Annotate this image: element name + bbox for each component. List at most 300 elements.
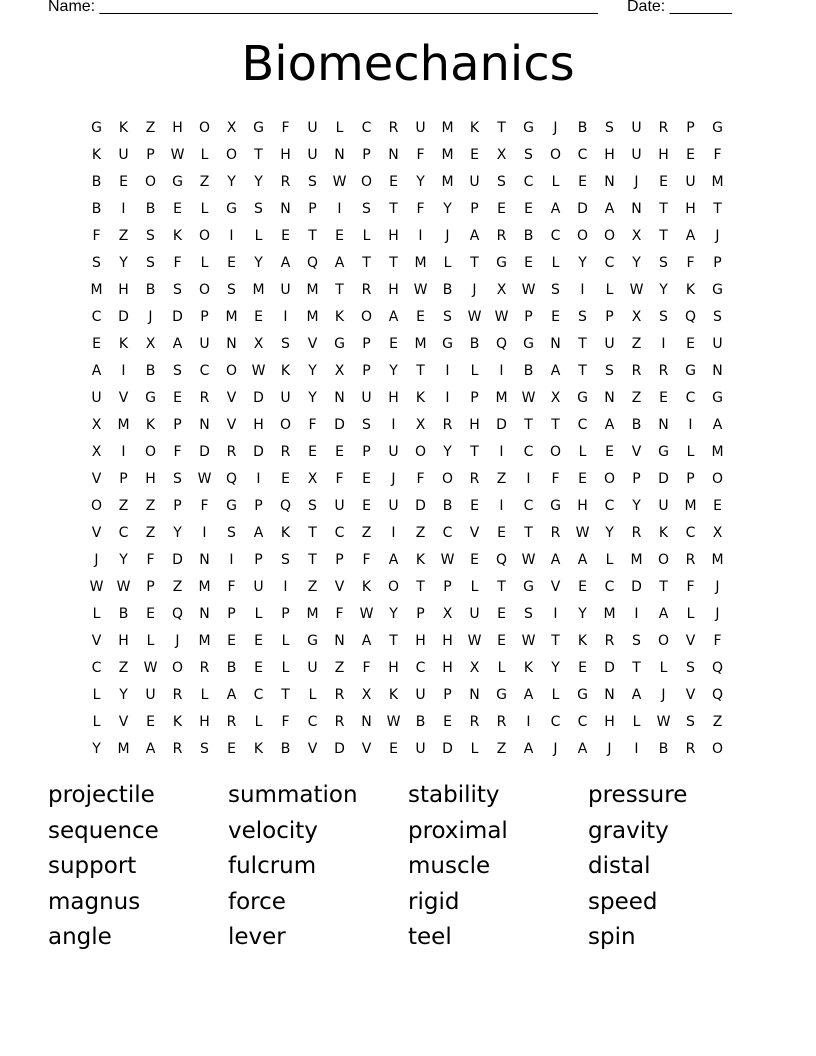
grid-cell: P — [686, 119, 695, 136]
grid-cell: H — [469, 416, 480, 433]
grid-cell: O — [549, 443, 562, 460]
grid-cell: P — [362, 146, 371, 163]
grid-cell: A — [577, 740, 588, 757]
grid-cell: R — [469, 713, 480, 730]
grid-cell: O — [657, 632, 670, 649]
grid-cell: K — [91, 146, 102, 163]
grid-cell: V — [685, 632, 696, 649]
grid-cell: I — [580, 281, 585, 298]
word-list-item: force — [228, 888, 286, 915]
grid-cell: F — [416, 200, 425, 217]
grid-cell: T — [470, 443, 479, 460]
grid-cell: C — [523, 443, 534, 460]
grid-cell: Z — [496, 740, 507, 757]
grid-cell: S — [308, 173, 317, 190]
grid-cell: G — [577, 389, 588, 406]
grid-cell: G — [550, 497, 561, 514]
grid-cell: H — [442, 632, 453, 649]
grid-cell: F — [281, 713, 290, 730]
grid-cell: U — [415, 686, 426, 703]
grid-cell: C — [604, 497, 615, 514]
grid-cell: C — [91, 659, 102, 676]
grid-cell: O — [549, 146, 562, 163]
grid-cell: N — [199, 551, 210, 568]
grid-cell: T — [470, 254, 479, 271]
grid-cell: M — [441, 119, 454, 136]
grid-cell: D — [334, 740, 345, 757]
grid-cell: W — [467, 632, 482, 649]
grid-cell: B — [145, 200, 156, 217]
grid-cell: M — [630, 551, 643, 568]
grid-cell: E — [497, 200, 506, 217]
grid-cell: L — [92, 605, 101, 622]
grid-cell: H — [604, 713, 615, 730]
grid-cell: S — [173, 470, 182, 487]
grid-cell: R — [280, 173, 291, 190]
grid-cell: T — [713, 200, 722, 217]
grid-cell: F — [281, 119, 290, 136]
grid-cell: T — [551, 632, 560, 649]
grid-cell: U — [91, 389, 102, 406]
grid-cell: W — [332, 173, 347, 190]
grid-cell: I — [418, 227, 423, 244]
grid-cell: O — [198, 119, 211, 136]
grid-cell: S — [497, 173, 506, 190]
grid-cell: J — [553, 119, 558, 136]
grid-cell: X — [307, 470, 318, 487]
grid-cell: E — [443, 713, 452, 730]
grid-cell: U — [145, 686, 156, 703]
grid-cell: H — [685, 200, 696, 217]
grid-cell: F — [92, 227, 101, 244]
grid-cell: Y — [254, 173, 263, 190]
grid-cell: O — [360, 173, 373, 190]
grid-cell: P — [146, 578, 155, 595]
grid-cell: Y — [254, 254, 263, 271]
grid-cell: V — [334, 578, 345, 595]
grid-cell: S — [92, 254, 101, 271]
grid-cell: F — [686, 578, 695, 595]
grid-cell: P — [443, 578, 452, 595]
grid-cell: T — [659, 227, 668, 244]
grid-cell: D — [172, 551, 183, 568]
grid-cell: U — [685, 173, 696, 190]
grid-cell: S — [659, 254, 668, 271]
grid-cell: L — [200, 146, 209, 163]
grid-cell: I — [526, 713, 531, 730]
grid-cell: T — [389, 632, 398, 649]
grid-cell: D — [253, 443, 264, 460]
grid-cell: F — [173, 254, 182, 271]
grid-cell: U — [415, 119, 426, 136]
grid-cell: L — [308, 686, 317, 703]
grid-cell: I — [445, 362, 450, 379]
grid-cell: T — [362, 254, 371, 271]
grid-cell: X — [334, 362, 345, 379]
grid-cell: S — [281, 551, 290, 568]
grid-cell: Q — [711, 659, 724, 676]
grid-cell: A — [631, 686, 642, 703]
grid-cell: Y — [389, 362, 398, 379]
grid-cell: E — [578, 173, 587, 190]
grid-cell: G — [523, 119, 534, 136]
grid-cell: X — [496, 281, 507, 298]
grid-cell: P — [308, 200, 317, 217]
word-list-item: muscle — [408, 853, 491, 879]
grid-cell: A — [145, 740, 156, 757]
grid-cell: E — [389, 740, 398, 757]
grid-cell: C — [307, 713, 318, 730]
grid-cell: C — [118, 524, 129, 541]
grid-cell: Z — [631, 389, 642, 406]
grid-cell: G — [658, 443, 669, 460]
grid-cell: M — [711, 443, 724, 460]
grid-cell: S — [308, 497, 317, 514]
grid-cell: F — [200, 497, 209, 514]
grid-cell: T — [335, 281, 344, 298]
grid-cell: L — [281, 632, 290, 649]
grid-cell: E — [389, 173, 398, 190]
grid-cell: U — [253, 578, 264, 595]
grid-cell: A — [604, 416, 615, 433]
grid-cell: F — [362, 551, 371, 568]
grid-cell: K — [469, 119, 480, 136]
grid-cell: O — [144, 443, 157, 460]
grid-cell: O — [198, 227, 211, 244]
grid-cell: E — [686, 146, 695, 163]
grid-cell: B — [415, 713, 426, 730]
grid-cell: I — [634, 605, 639, 622]
grid-cell: T — [308, 524, 317, 541]
grid-cell: U — [334, 497, 345, 514]
grid-cell: C — [523, 173, 534, 190]
grid-cell: L — [443, 254, 452, 271]
grid-cell: X — [91, 416, 102, 433]
grid-cell: D — [496, 416, 507, 433]
grid-cell: I — [445, 389, 450, 406]
grid-cell: S — [281, 335, 290, 352]
grid-cell: C — [604, 578, 615, 595]
grid-cell: P — [416, 605, 425, 622]
grid-cell: M — [306, 308, 319, 325]
grid-cell: H — [604, 146, 615, 163]
grid-cell: M — [306, 281, 319, 298]
grid-cell: A — [226, 686, 237, 703]
grid-cell: U — [388, 497, 399, 514]
grid-cell: P — [605, 308, 614, 325]
grid-cell: U — [280, 389, 291, 406]
grid-cell: A — [685, 227, 696, 244]
grid-cell: N — [469, 686, 480, 703]
grid-cell: M — [414, 335, 427, 352]
grid-cell: N — [604, 686, 615, 703]
grid-cell: L — [686, 605, 695, 622]
grid-cell: P — [146, 146, 155, 163]
grid-cell: U — [307, 119, 318, 136]
grid-cell: X — [496, 146, 507, 163]
grid-cell: E — [362, 497, 371, 514]
grid-cell: I — [499, 443, 504, 460]
grid-cell: E — [524, 254, 533, 271]
grid-cell: W — [143, 659, 158, 676]
grid-cell: A — [523, 740, 534, 757]
grid-cell: N — [334, 632, 345, 649]
grid-cell: W — [251, 362, 266, 379]
grid-cell: W — [197, 470, 212, 487]
grid-cell: G — [523, 578, 534, 595]
word-list-item: teel — [408, 924, 452, 950]
grid-cell: T — [578, 335, 587, 352]
grid-cell: S — [200, 740, 209, 757]
grid-cell: I — [283, 578, 288, 595]
grid-cell: W — [494, 308, 509, 325]
grid-cell: U — [280, 281, 291, 298]
grid-cell: M — [306, 605, 319, 622]
grid-cell: A — [388, 308, 399, 325]
grid-cell: L — [254, 713, 263, 730]
grid-cell: S — [146, 254, 155, 271]
grid-cell: J — [715, 578, 720, 595]
grid-cell: Y — [173, 524, 182, 541]
grid-cell: E — [281, 227, 290, 244]
grid-cell: I — [661, 335, 666, 352]
grid-cell: Y — [416, 173, 425, 190]
grid-cell: S — [362, 416, 371, 433]
grid-cell: E — [578, 578, 587, 595]
grid-cell: S — [713, 308, 722, 325]
grid-cell: L — [335, 119, 344, 136]
grid-cell: F — [551, 470, 560, 487]
grid-cell: Y — [119, 686, 128, 703]
grid-cell: U — [307, 146, 318, 163]
grid-cell: D — [577, 200, 588, 217]
grid-cell: E — [227, 632, 236, 649]
grid-cell: N — [334, 146, 345, 163]
grid-cell: I — [634, 740, 639, 757]
grid-cell: Z — [361, 524, 372, 541]
grid-cell: M — [90, 281, 103, 298]
grid-cell: W — [467, 308, 482, 325]
grid-cell: A — [712, 416, 723, 433]
grid-cell: R — [604, 632, 615, 649]
grid-cell: T — [578, 362, 587, 379]
grid-cell: Y — [119, 551, 128, 568]
grid-cell: A — [550, 551, 561, 568]
grid-cell: V — [550, 578, 561, 595]
grid-cell: Y — [443, 200, 452, 217]
grid-cell: U — [604, 335, 615, 352]
grid-cell: J — [607, 740, 612, 757]
grid-cell: P — [227, 605, 236, 622]
grid-cell: B — [442, 281, 453, 298]
grid-cell: Q — [171, 605, 184, 622]
grid-cell: U — [469, 173, 480, 190]
grid-cell: I — [229, 227, 234, 244]
grid-cell: A — [172, 335, 183, 352]
grid-cell: R — [172, 686, 183, 703]
grid-cell: N — [712, 362, 723, 379]
grid-cell: P — [173, 497, 182, 514]
grid-cell: E — [146, 605, 155, 622]
word-list-item: spin — [588, 924, 636, 950]
grid-cell: U — [118, 146, 129, 163]
grid-cell: Y — [632, 497, 641, 514]
grid-cell: E — [497, 632, 506, 649]
grid-cell: N — [388, 146, 399, 163]
grid-cell: H — [145, 470, 156, 487]
grid-cell: E — [92, 335, 101, 352]
grid-cell: R — [658, 119, 669, 136]
grid-cell: K — [361, 578, 372, 595]
grid-cell: E — [335, 443, 344, 460]
grid-cell: H — [280, 146, 291, 163]
grid-cell: L — [146, 632, 155, 649]
grid-cell: R — [226, 713, 237, 730]
grid-cell: C — [604, 254, 615, 271]
grid-cell: L — [605, 551, 614, 568]
grid-cell: L — [470, 362, 479, 379]
grid-cell: R — [361, 281, 372, 298]
grid-cell: L — [200, 254, 209, 271]
grid-cell: H — [118, 632, 129, 649]
grid-cell: H — [388, 659, 399, 676]
grid-cell: F — [713, 146, 722, 163]
grid-cell: J — [94, 551, 99, 568]
grid-cell: G — [172, 173, 183, 190]
grid-cell: K — [118, 335, 129, 352]
grid-cell: A — [577, 551, 588, 568]
grid-cell: A — [550, 362, 561, 379]
grid-cell: B — [145, 281, 156, 298]
grid-cell: R — [496, 713, 507, 730]
grid-cell: J — [148, 308, 153, 325]
grid-cell: S — [659, 308, 668, 325]
grid-cell: R — [685, 740, 696, 757]
grid-cell: G — [496, 686, 507, 703]
grid-cell: T — [254, 146, 263, 163]
grid-cell: B — [91, 200, 102, 217]
grid-cell: C — [334, 524, 345, 541]
grid-cell: W — [521, 389, 536, 406]
grid-cell: Q — [306, 254, 319, 271]
grid-cell: Z — [307, 578, 318, 595]
grid-cell: K — [280, 524, 291, 541]
grid-cell: I — [391, 416, 396, 433]
grid-cell: H — [415, 632, 426, 649]
grid-cell: I — [553, 605, 558, 622]
grid-cell: O — [198, 281, 211, 298]
grid-cell: Z — [334, 659, 345, 676]
grid-cell: J — [715, 605, 720, 622]
grid-cell: E — [497, 524, 506, 541]
grid-cell: Z — [496, 470, 507, 487]
grid-cell: B — [442, 497, 453, 514]
grid-cell: T — [659, 578, 668, 595]
grid-cell: W — [413, 281, 428, 298]
grid-cell: R — [334, 713, 345, 730]
word-list-item: speed — [588, 888, 658, 915]
grid-cell: L — [578, 443, 587, 460]
word-list-item: projectile — [48, 782, 155, 808]
grid-cell: L — [254, 605, 263, 622]
grid-cell: N — [199, 605, 210, 622]
grid-cell: A — [658, 605, 669, 622]
grid-cell: E — [227, 740, 236, 757]
grid-cell: X — [469, 659, 480, 676]
grid-cell: W — [656, 713, 671, 730]
grid-cell: I — [121, 200, 126, 217]
grid-cell: L — [632, 713, 641, 730]
grid-cell: D — [172, 308, 183, 325]
grid-cell: F — [416, 146, 425, 163]
grid-cell: M — [603, 605, 616, 622]
grid-cell: N — [226, 335, 237, 352]
grid-cell: C — [91, 308, 102, 325]
grid-cell: Y — [632, 254, 641, 271]
grid-cell: P — [335, 551, 344, 568]
grid-cell: J — [715, 227, 720, 244]
grid-cell: M — [117, 416, 130, 433]
grid-cell: L — [254, 227, 263, 244]
grid-cell: Y — [389, 605, 398, 622]
grid-cell: M — [198, 632, 211, 649]
grid-cell: T — [416, 578, 425, 595]
grid-cell: R — [442, 416, 453, 433]
grid-cell: T — [659, 200, 668, 217]
grid-cell: A — [334, 254, 345, 271]
grid-cell: Q — [495, 551, 508, 568]
grid-cell: I — [283, 308, 288, 325]
grid-cell: K — [334, 308, 345, 325]
grid-cell: Z — [145, 497, 156, 514]
grid-cell: S — [686, 713, 695, 730]
grid-cell: T — [524, 416, 533, 433]
grid-cell: W — [521, 632, 536, 649]
grid-cell: C — [550, 713, 561, 730]
grid-cell: X — [442, 605, 453, 622]
grid-cell: O — [657, 551, 670, 568]
grid-cell: D — [253, 389, 264, 406]
grid-cell: I — [688, 416, 693, 433]
grid-cell: S — [686, 659, 695, 676]
grid-cell: E — [173, 200, 182, 217]
grid-cell: S — [362, 200, 371, 217]
grid-cell: A — [361, 632, 372, 649]
date-field-label: Date: _______ — [627, 0, 732, 15]
grid-cell: C — [199, 362, 210, 379]
grid-cell: R — [199, 389, 210, 406]
grid-cell: W — [629, 281, 644, 298]
grid-cell: U — [361, 389, 372, 406]
word-list-item: velocity — [228, 817, 318, 844]
grid-cell: U — [469, 605, 480, 622]
grid-cell: G — [145, 389, 156, 406]
grid-cell: T — [389, 200, 398, 217]
grid-cell: E — [686, 335, 695, 352]
grid-cell: L — [470, 578, 479, 595]
grid-cell: X — [91, 443, 102, 460]
grid-cell: G — [685, 362, 696, 379]
grid-cell: S — [146, 227, 155, 244]
grid-cell: C — [361, 119, 372, 136]
grid-cell: Y — [578, 254, 587, 271]
grid-cell: Y — [578, 605, 587, 622]
grid-cell: X — [712, 524, 723, 541]
grid-cell: X — [631, 227, 642, 244]
grid-cell: C — [577, 713, 588, 730]
grid-cell: O — [225, 362, 238, 379]
grid-cell: M — [225, 308, 238, 325]
